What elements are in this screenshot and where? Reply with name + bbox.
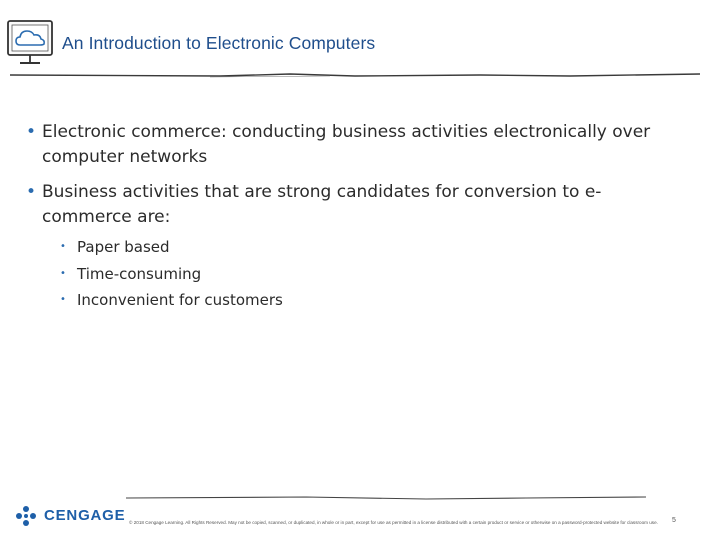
sub-bullet-marker: • [60, 241, 66, 252]
bullet-text: Electronic commerce: conducting business activities electronically over computer networks [42, 122, 651, 167]
sub-bullet-marker: • [60, 294, 66, 305]
title-divider [10, 70, 700, 80]
sub-bullet-text: Time-consuming [77, 264, 202, 283]
sub-bullet-text: Inconvenient for customers [77, 291, 283, 309]
logo-text: CENGAGE [44, 507, 126, 524]
bullet-text: Business activities that are strong candidates for conversion to e-commerce are: [42, 182, 602, 227]
bullet-list [26, 120, 686, 324]
sub-bullet-item [58, 234, 686, 261]
sub-bullet-item [58, 261, 686, 288]
sub-bullet-list [42, 234, 686, 314]
bullet-marker: • [26, 122, 37, 142]
sub-bullet-marker: • [60, 267, 66, 279]
footer-divider [126, 494, 646, 502]
bullet-marker: • [26, 182, 37, 202]
page-number: 5 [672, 517, 676, 524]
sub-bullet-text: Paper based [77, 238, 170, 256]
bullet-item [26, 120, 686, 170]
sub-bullet-item [58, 287, 686, 314]
cloud-monitor-icon [6, 18, 56, 70]
cengage-logo-mark [14, 503, 38, 529]
slide-title: An Introduction to Electronic Computers [62, 33, 376, 53]
bullet-item [26, 180, 686, 314]
copyright-notice: © 2018 Cengage Learning. All Rights Reserved. May not be copied, scanned, or duplicated, in whole or in part, except for use as permitted in a license distributed with a certain product or service or otherwise on a password-protected website for classroom use. [129, 520, 658, 525]
cengage-logo [14, 503, 126, 529]
